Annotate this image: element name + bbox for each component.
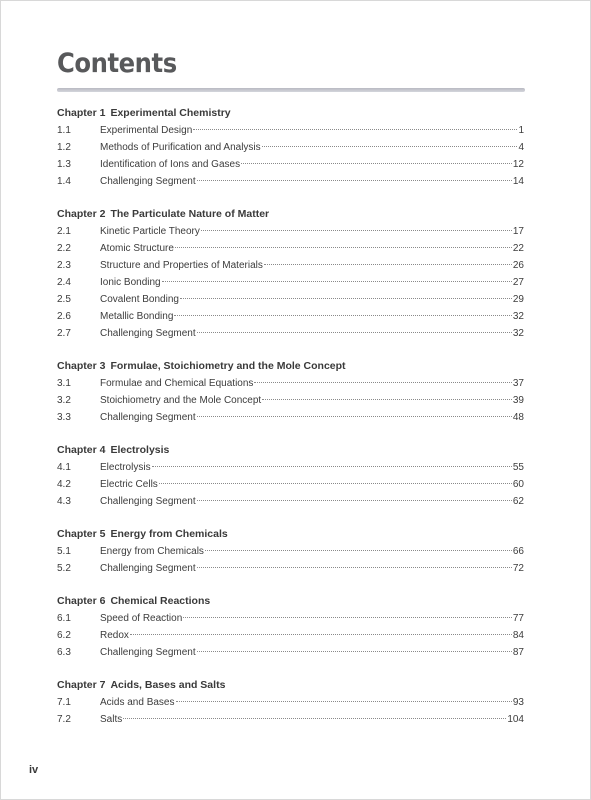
section-title: Electric Cells — [100, 479, 158, 490]
section-page-number: 26 — [512, 260, 524, 271]
section-page-number: 84 — [512, 630, 524, 641]
section-title: Electrolysis — [100, 462, 151, 473]
section-title: Redox — [100, 630, 129, 641]
section-title: Formulae and Chemical Equations — [100, 378, 254, 389]
chapter-heading[interactable] — [57, 358, 524, 375]
section-page-number: 39 — [512, 395, 524, 406]
toc-entry[interactable] — [57, 240, 524, 257]
section-number: 6.3 — [57, 647, 71, 658]
section-number: 6.1 — [57, 613, 71, 624]
dot-leader — [130, 634, 512, 635]
section-title: Challenging Segment — [100, 647, 196, 658]
chapter-title: Energy from Chemicals — [110, 528, 228, 540]
toc-entry[interactable] — [57, 325, 524, 342]
chapter-label: Chapter 6 — [57, 595, 106, 607]
section-page-number: 14 — [512, 176, 524, 187]
section-title: Challenging Segment — [100, 176, 196, 187]
chapter-title: The Particulate Nature of Matter — [110, 208, 270, 220]
dot-leader — [159, 483, 512, 484]
toc-entry[interactable] — [57, 291, 524, 308]
dot-leader — [264, 264, 512, 265]
section-page-number: 12 — [512, 159, 524, 170]
section-page-number: 87 — [512, 647, 524, 658]
section-title: Challenging Segment — [100, 328, 196, 339]
section-number: 2.7 — [57, 328, 71, 339]
chapter-label: Chapter 7 — [57, 679, 106, 691]
dot-leader — [197, 500, 512, 501]
section-title: Salts — [100, 714, 123, 725]
section-title: Energy from Chemicals — [100, 546, 204, 557]
section-page-number: 22 — [512, 243, 524, 254]
chapter-block — [57, 593, 524, 661]
toc-entry[interactable] — [57, 409, 524, 426]
chapter-label: Chapter 5 — [57, 528, 106, 540]
section-page-number: 1 — [518, 125, 524, 136]
chapter-block — [57, 526, 524, 577]
section-page-number: 29 — [512, 294, 524, 305]
toc-entry[interactable] — [57, 173, 524, 190]
chapter-block — [57, 442, 524, 510]
toc-entry[interactable] — [57, 610, 524, 627]
section-page-number: 55 — [512, 462, 524, 473]
dot-leader — [193, 129, 517, 130]
chapter-label: Chapter 2 — [57, 208, 106, 220]
dot-leader — [197, 416, 512, 417]
toc-entry[interactable] — [57, 139, 524, 156]
section-page-number: 37 — [512, 378, 524, 389]
toc-entry[interactable] — [57, 274, 524, 291]
dot-leader — [197, 332, 512, 333]
chapter-label: Chapter 3 — [57, 360, 106, 372]
section-title: Identification of Ions and Gases — [100, 159, 241, 170]
dot-leader — [183, 617, 512, 618]
section-title: Stoichiometry and the Mole Concept — [100, 395, 262, 406]
chapter-title: Chemical Reactions — [110, 595, 211, 607]
dot-leader — [197, 651, 512, 652]
section-title: Metallic Bonding — [100, 311, 174, 322]
section-number: 4.3 — [57, 496, 71, 507]
section-number: 1.4 — [57, 176, 71, 187]
section-title: Challenging Segment — [100, 563, 196, 574]
dot-leader — [262, 399, 512, 400]
chapter-label: Chapter 1 — [57, 107, 106, 119]
toc-entry[interactable] — [57, 459, 524, 476]
chapter-block — [57, 206, 524, 342]
section-title: Acids and Bases — [100, 697, 175, 708]
chapter-title: Acids, Bases and Salts — [110, 679, 226, 691]
chapter-heading[interactable] — [57, 105, 524, 122]
dot-leader — [201, 230, 512, 231]
dot-leader — [197, 180, 512, 181]
section-number: 7.1 — [57, 697, 71, 708]
dot-leader — [175, 247, 512, 248]
section-page-number: 77 — [512, 613, 524, 624]
chapter-heading[interactable] — [57, 442, 524, 459]
toc-entry[interactable] — [57, 257, 524, 274]
toc-entry[interactable] — [57, 122, 524, 139]
toc-entry[interactable] — [57, 644, 524, 661]
section-title: Atomic Structure — [100, 243, 174, 254]
chapter-block — [57, 105, 524, 190]
dot-leader — [123, 718, 506, 719]
dot-leader — [174, 315, 512, 316]
section-title: Experimental Design — [100, 125, 193, 136]
dot-leader — [152, 466, 512, 467]
dot-leader — [205, 550, 512, 551]
section-number: 2.6 — [57, 311, 71, 322]
section-number: 2.3 — [57, 260, 71, 271]
section-number: 3.1 — [57, 378, 71, 389]
section-title: Methods of Purification and Analysis — [100, 142, 261, 153]
dot-leader — [162, 281, 512, 282]
chapter-heading[interactable] — [57, 526, 524, 543]
section-number: 2.1 — [57, 226, 71, 237]
title-underline — [57, 88, 525, 92]
toc-entry[interactable] — [57, 476, 524, 493]
chapter-title: Formulae, Stoichiometry and the Mole Concept — [110, 360, 346, 372]
section-page-number: 32 — [512, 328, 524, 339]
section-number: 5.1 — [57, 546, 71, 557]
toc-entry[interactable] — [57, 392, 524, 409]
section-title: Challenging Segment — [100, 412, 196, 423]
toc-entry[interactable] — [57, 493, 524, 510]
section-number: 2.4 — [57, 277, 71, 288]
section-number: 3.2 — [57, 395, 71, 406]
section-page-number: 93 — [512, 697, 524, 708]
dot-leader — [176, 701, 512, 702]
section-number: 5.2 — [57, 563, 71, 574]
toc-entry[interactable] — [57, 627, 524, 644]
section-number: 7.2 — [57, 714, 71, 725]
chapter-heading[interactable] — [57, 593, 524, 610]
section-title: Structure and Properties of Materials — [100, 260, 263, 271]
section-page-number: 60 — [512, 479, 524, 490]
chapter-heading[interactable] — [57, 206, 524, 223]
section-number: 4.1 — [57, 462, 71, 473]
dot-leader — [197, 567, 512, 568]
section-title: Challenging Segment — [100, 496, 196, 507]
dot-leader — [241, 163, 512, 164]
section-page-number: 72 — [512, 563, 524, 574]
table-of-contents — [57, 102, 524, 744]
toc-entry[interactable] — [57, 560, 524, 577]
toc-entry[interactable] — [57, 694, 524, 711]
dot-leader — [262, 146, 518, 147]
page-title: Contents — [57, 48, 177, 79]
section-number: 3.3 — [57, 412, 71, 423]
section-title: Ionic Bonding — [100, 277, 161, 288]
toc-entry[interactable] — [57, 543, 524, 560]
toc-entry[interactable] — [57, 308, 524, 325]
section-page-number: 4 — [518, 142, 524, 153]
section-number: 1.3 — [57, 159, 71, 170]
section-page-number: 17 — [512, 226, 524, 237]
toc-entry[interactable] — [57, 711, 524, 728]
section-page-number: 32 — [512, 311, 524, 322]
section-page-number: 62 — [512, 496, 524, 507]
section-page-number: 48 — [512, 412, 524, 423]
page-number: iv — [29, 764, 39, 776]
chapter-title: Experimental Chemistry — [110, 107, 231, 119]
section-number: 6.2 — [57, 630, 71, 641]
section-page-number: 66 — [512, 546, 524, 557]
section-number: 1.2 — [57, 142, 71, 153]
dot-leader — [180, 298, 512, 299]
toc-entry[interactable] — [57, 375, 524, 392]
section-page-number: 27 — [512, 277, 524, 288]
section-number: 2.5 — [57, 294, 71, 305]
chapter-title: Electrolysis — [110, 444, 170, 456]
section-title: Kinetic Particle Theory — [100, 226, 200, 237]
chapter-heading[interactable] — [57, 677, 524, 694]
section-number: 2.2 — [57, 243, 71, 254]
section-number: 1.1 — [57, 125, 71, 136]
chapter-label: Chapter 4 — [57, 444, 106, 456]
toc-entry[interactable] — [57, 156, 524, 173]
section-number: 4.2 — [57, 479, 71, 490]
chapter-block — [57, 677, 524, 728]
dot-leader — [254, 382, 511, 383]
section-title: Speed of Reaction — [100, 613, 183, 624]
section-title: Covalent Bonding — [100, 294, 179, 305]
chapter-block — [57, 358, 524, 426]
toc-entry[interactable] — [57, 223, 524, 240]
section-page-number: 104 — [507, 714, 524, 725]
